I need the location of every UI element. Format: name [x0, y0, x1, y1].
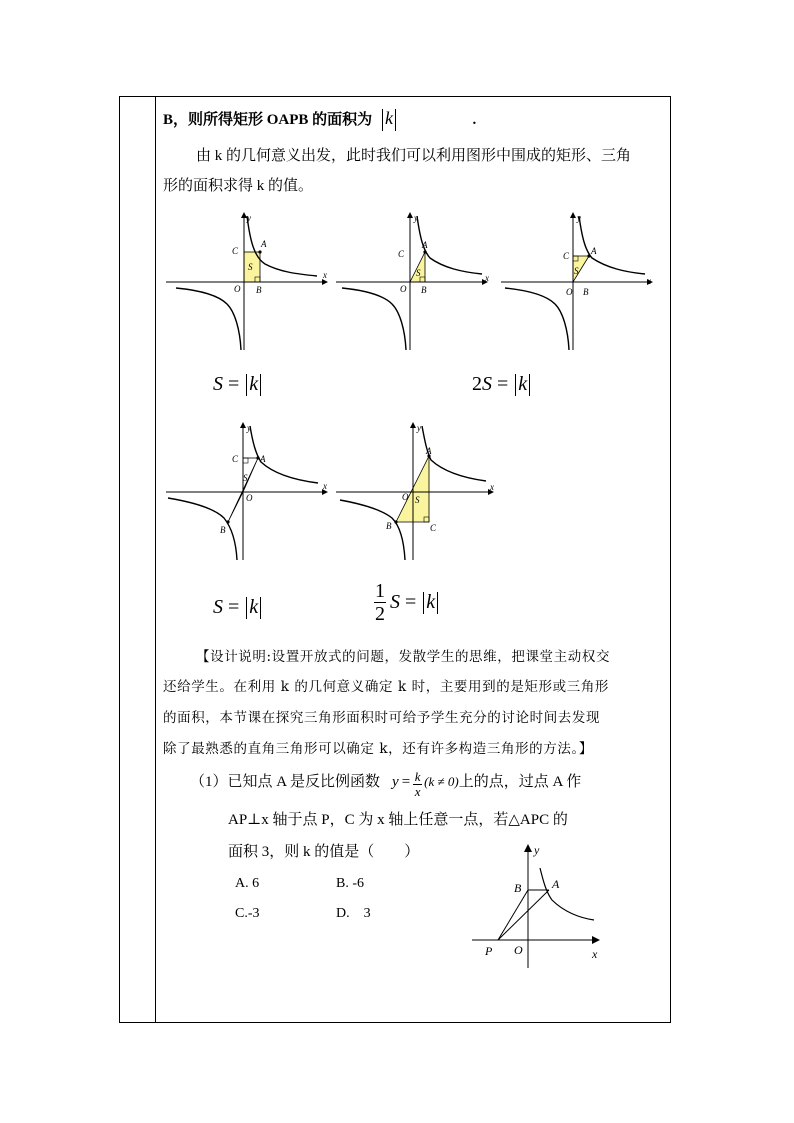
o-label: O: [400, 284, 407, 294]
x-label: x: [490, 482, 494, 492]
a-label: A: [260, 454, 266, 464]
o-label: O: [234, 284, 241, 294]
x-label: x: [592, 947, 598, 961]
c-label: C: [398, 249, 405, 259]
y-label: y: [534, 843, 540, 857]
c-label: C: [232, 454, 239, 464]
hyperbola-branch-3: [340, 500, 405, 560]
design-note-line-2: 还给学生。在利用 k 的几何意义确定 k 时，主要用到的是矩形或三角形: [163, 679, 610, 695]
heading-line: [163, 108, 476, 131]
question-suffix: 上的点，过点 A 作: [458, 774, 582, 790]
o-label: O: [514, 943, 523, 957]
o-label: O: [566, 287, 573, 297]
heading-suffix: .: [472, 112, 477, 128]
b-label: B: [256, 285, 262, 295]
hyperbola-branch-3: [342, 288, 406, 350]
s-label: S: [243, 473, 248, 483]
hyperbola-branch-1: [422, 426, 486, 481]
p-label: P: [485, 944, 493, 958]
graph-question: [468, 840, 608, 970]
s-label: S: [248, 262, 253, 272]
graph-triangle-b: [332, 212, 498, 352]
graph-triangle-c: [497, 212, 659, 352]
c-label: C: [232, 246, 239, 256]
option-c[interactable]: C.-3: [235, 906, 260, 921]
hyperbola-branch-3: [168, 498, 237, 560]
option-d[interactable]: D. 3: [336, 906, 371, 921]
intro-line-1: 由 k 的几何意义出发，此时我们可以利用图形中围成的矩形、三角: [196, 148, 632, 164]
formula-2s-equals-abs-k: 2S = k: [472, 373, 532, 396]
y-label: y: [417, 423, 421, 433]
a-label: A: [426, 446, 432, 456]
a-label: A: [422, 240, 428, 250]
x-label: x: [647, 276, 651, 286]
y-label: y: [414, 213, 418, 223]
o-label: O: [402, 492, 409, 502]
design-note-line-4: 除了最熟悉的直角三角形可以确定 k，还有许多构造三角形的方法。】: [163, 741, 593, 757]
b-label: B: [386, 521, 392, 531]
a-label: A: [261, 239, 267, 249]
column-divider: [155, 96, 156, 1023]
y-label: y: [577, 213, 581, 223]
point-a: [258, 250, 261, 253]
x-label: x: [323, 481, 327, 491]
x-label: x: [323, 270, 327, 280]
question-line-3: 面积 3，则 k 的值是（ ）: [228, 844, 420, 860]
point-a: [423, 250, 426, 253]
graph-rectangle-area: [162, 212, 328, 352]
option-a[interactable]: A. 6: [235, 876, 260, 891]
x-label: x: [485, 273, 489, 283]
b-label: B: [220, 525, 226, 535]
hyperbola-branch-3: [505, 288, 569, 350]
function-y: y: [392, 774, 399, 790]
a-label: A: [591, 246, 597, 256]
heading-prefix: B，则所得矩形 OAPB 的面积为: [163, 112, 373, 128]
c-label: C: [430, 523, 437, 533]
c-label: C: [563, 251, 570, 261]
formula-s-equals-abs-k: S = k: [213, 373, 263, 396]
o-label: O: [246, 493, 253, 503]
fraction-one-half: 1 2: [375, 580, 385, 625]
a-label: A: [552, 877, 560, 891]
design-note-line-3: 的面积，本节课在探究三角形面积时可给予学生充分的讨论时间去发现: [163, 710, 601, 726]
question-prefix: （1）已知点 A 是反比例函数: [190, 774, 381, 790]
b-label: B: [514, 881, 522, 895]
s-label: S: [574, 266, 579, 276]
function-condition: (k ≠ 0): [424, 774, 459, 789]
question-line-1: （1）已知点 A 是反比例函数 y = k x (k ≠ 0) 上的点，过点 A 作: [190, 768, 582, 799]
formula-half-s-equals-abs-k: 1 2 S = k: [374, 580, 440, 625]
function-fraction: k x: [414, 768, 421, 799]
heading-abs-value: k: [380, 108, 403, 128]
b-label: B: [421, 285, 427, 295]
design-note-line-1: 【设计说明:设置开放式的问题，发散学生的思维，把课堂主动权交: [196, 649, 611, 665]
hyperbola-branch-3: [176, 288, 241, 350]
graph-triangle-oblique: [162, 422, 332, 562]
s-label: S: [416, 268, 421, 278]
option-b[interactable]: B. -6: [336, 876, 364, 891]
formula-s-equals-abs-k-2: S = k: [213, 596, 263, 619]
y-label: y: [247, 423, 251, 433]
point-b: [226, 520, 229, 523]
question-line-2: AP⊥x 轴于点 P，C 为 x 轴上任意一点，若△APC 的: [228, 812, 568, 828]
intro-line-2: 形的面积求得 k 的值。: [163, 178, 314, 194]
hyperbola-branch-1: [579, 216, 645, 274]
s-label: S: [415, 495, 420, 505]
point-b: [394, 520, 397, 523]
b-label: B: [583, 287, 589, 297]
graph-triangle-large: [332, 422, 502, 562]
hyperbola-branch-1: [540, 868, 594, 920]
y-label: y: [247, 213, 251, 223]
